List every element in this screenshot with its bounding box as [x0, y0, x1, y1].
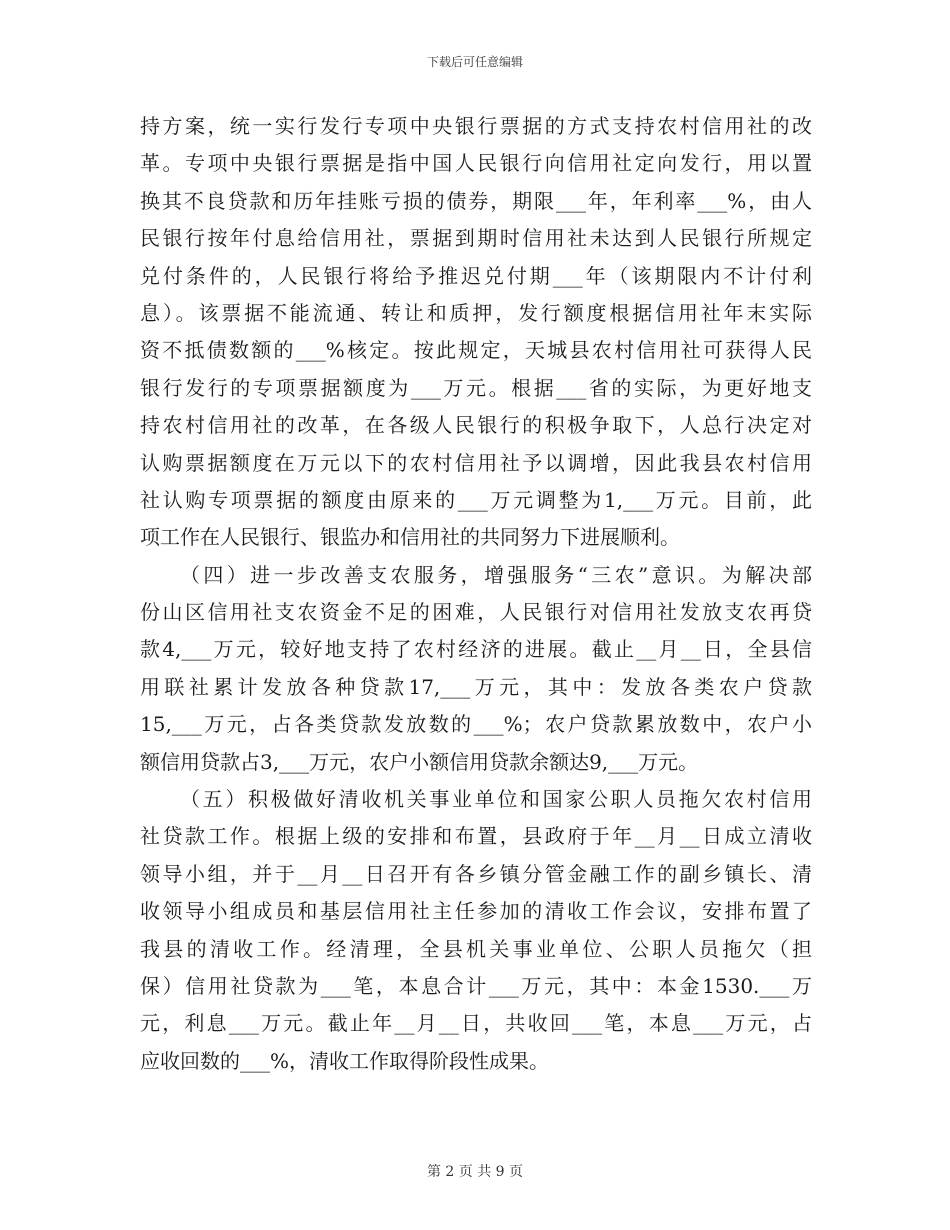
- paragraph-1: [140, 108, 812, 557]
- text-line: 民银行按年付息给信用社，票据到期时信用社未达到人民银行所规定: [140, 226, 812, 251]
- text-line: 社认购专项票据的额度由原来的___万元调整为1,___万元。目前，此: [140, 487, 812, 512]
- text-line: 认购票据额度在万元以下的农村信用社予以调增，因此我县农村信用: [140, 450, 812, 475]
- text-line: 换其不良贷款和历年挂账亏损的债券，期限___年，年利率___%，由人: [140, 188, 812, 213]
- text-line: 领导小组，并于__月__日召开有各乡镇分管金融工作的副乡镇长、清: [140, 861, 812, 886]
- page-footer: 第 2 页 共 9 页: [426, 1164, 524, 1180]
- paragraph-2: [140, 557, 812, 781]
- text-line: （五）积极做好清收机关事业单位和国家公职人员拖欠农村信用: [180, 787, 812, 812]
- text-line: 15,___万元，占各类贷款发放数的___%；农户贷款累放数中，农户小: [140, 712, 812, 737]
- text-line: 革。专项中央银行票据是指中国人民银行向信用社定向发行，用以置: [140, 151, 812, 176]
- text-line: 额信用贷款占3,___万元，农户小额信用贷款余额达9,___万元。: [140, 749, 699, 774]
- text-line: 社贷款工作。根据上级的安排和布置，县政府于年__月__日成立清收: [140, 824, 812, 849]
- text-line: 持方案，统一实行发行专项中央银行票据的方式支持农村信用社的改: [140, 114, 812, 138]
- text-line: 份山区信用社支农资金不足的困难，人民银行对信用社发放支农再贷: [140, 600, 812, 625]
- paragraph-3: [140, 781, 812, 1080]
- document-body: [140, 108, 812, 1080]
- text-line: 款4,___万元，较好地支持了农村经济的进展。截止__月__日，全县信: [140, 637, 812, 662]
- text-line: 兑付条件的，人民银行将给予推迟兑付期___年（该期限内不计付利: [140, 263, 812, 288]
- text-line: 收领导小组成员和基层信用社主任参加的清收工作会议，安排布置了: [140, 899, 812, 924]
- text-line: （四）进一步改善支农服务，增强服务“三农”意识。为解决部: [180, 562, 812, 587]
- text-line: 项工作在人民银行、银监办和信用社的共同努力下进展顺利。: [140, 525, 680, 550]
- text-line: 保）信用社贷款为___笔，本息合计___万元，其中：本金1530.___万: [140, 973, 812, 998]
- text-line: 用联社累计发放各种贷款17,___万元，其中：发放各类农户贷款: [140, 674, 812, 699]
- text-line: 银行发行的专项票据额度为___万元。根据___省的实际，为更好地支: [140, 375, 812, 400]
- text-line: 元，利息___万元。截止年__月__日，共收回___笔，本息___万元，占: [140, 1011, 812, 1036]
- text-line: 持农村信用社的改革，在各级人民银行的积极争取下，人总行决定对: [140, 413, 812, 438]
- page-header: 下载后可任意编辑: [426, 55, 523, 69]
- text-line: 资不抵债数额的___%核定。按此规定，天城县农村信用社可获得人民: [140, 338, 812, 363]
- text-line: 我县的清收工作。经清理，全县机关事业单位、公职人员拖欠（担: [140, 936, 812, 961]
- text-line: 息）。该票据不能流通、转让和质押，发行额度根据信用社年末实际: [140, 300, 812, 325]
- text-line: 应收回数的___%，清收工作取得阶段性成果。: [140, 1048, 550, 1073]
